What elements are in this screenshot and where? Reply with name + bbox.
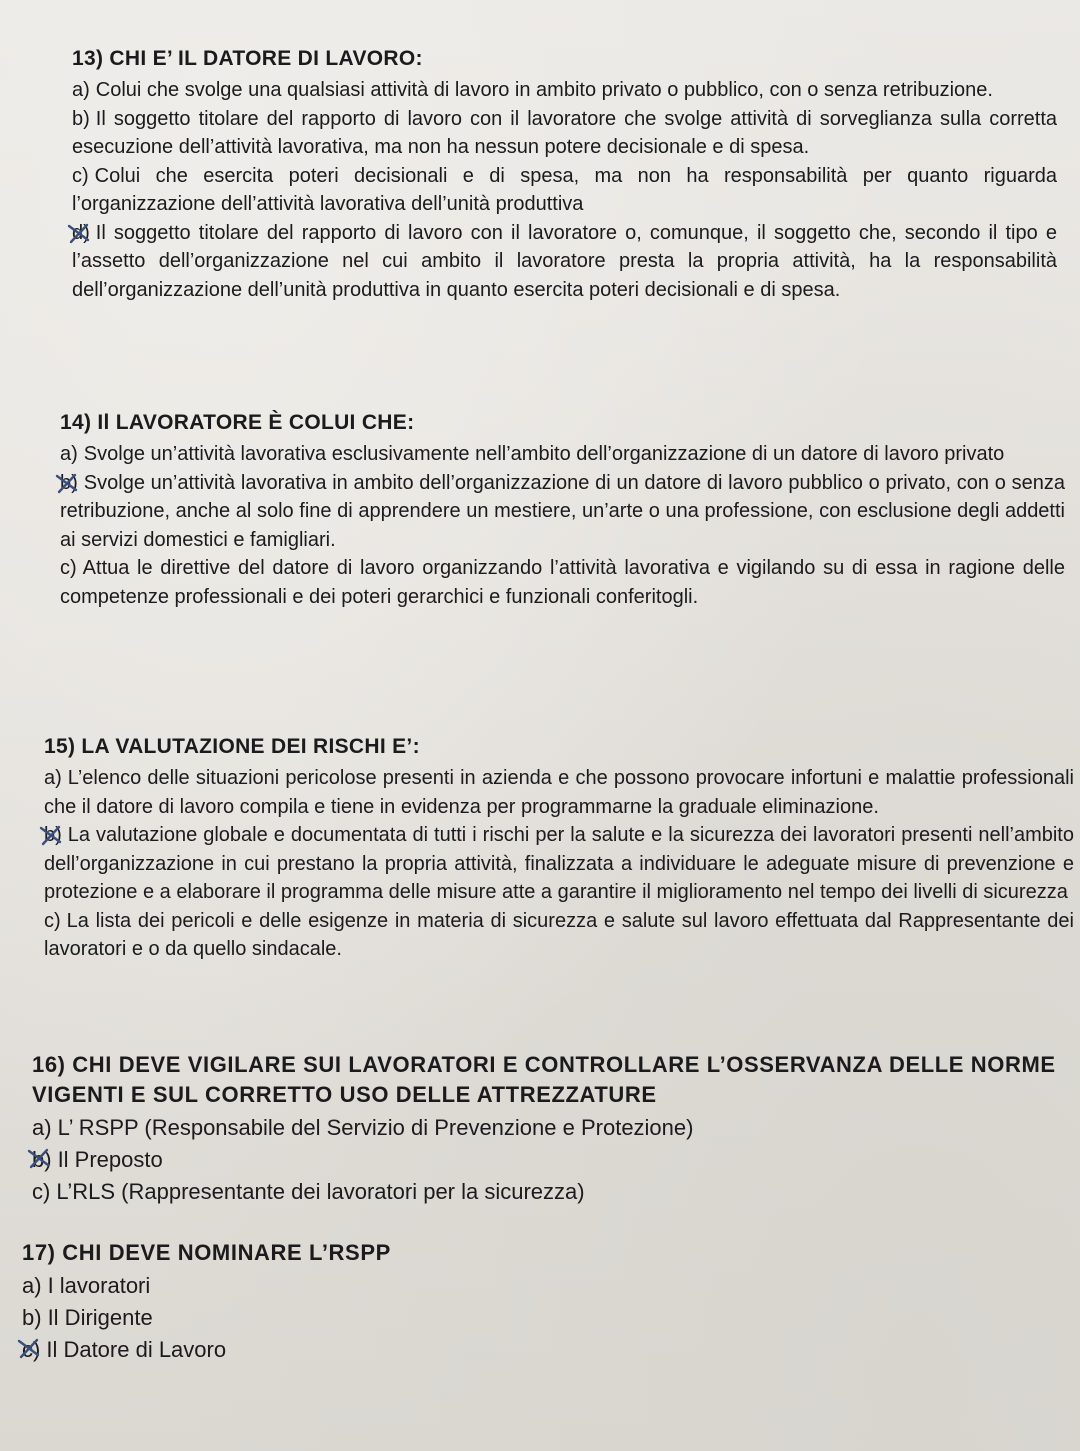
option-text: Colui che esercita poteri decisionali e di spesa, ma non ha responsabilità per quanto riguarda l’organizzazione dell’attività lavorativa dell’unità produttiva [72, 164, 1057, 215]
option-text: L’ RSPP (Responsabile del Servizio di Prevenzione e Protezione) [57, 1115, 694, 1140]
option-b [60, 469, 1065, 555]
option-text: Il Dirigente [47, 1305, 153, 1330]
option-text: Il Preposto [57, 1147, 163, 1172]
option-b [32, 1144, 1072, 1176]
option-c [72, 162, 1057, 219]
question-13 [72, 44, 1057, 304]
option-c [60, 554, 1065, 611]
question-15 [44, 732, 1074, 964]
option-a [72, 76, 1057, 105]
option-text: Il Datore di Lavoro [46, 1337, 227, 1362]
option-letter: c) [32, 1179, 51, 1204]
option-letter: b) [60, 471, 78, 494]
option-letter: d) [72, 221, 90, 244]
option-c [32, 1176, 1072, 1208]
question-title: 15) LA VALUTAZIONE DEI RISCHI E’: [44, 735, 420, 758]
option-letter: b) [44, 824, 62, 846]
option-text: Colui che svolge una qualsiasi attività di lavoro in ambito privato o pubblico, con o senza retribuzione. [95, 79, 993, 101]
option-a [22, 1270, 1062, 1302]
option-text: Svolge un’attività lavorativa in ambito dell’organizzazione di un datore di lavoro pubblico o privato, con o senza retribuzione, anche al solo fine di apprendere un mestiere, un’arte o una professione, con esclusione degli addetti ai servizi domestici e famigliari. [60, 471, 1065, 551]
question-14 [60, 408, 1065, 611]
option-text: La valutazione globale e documentata di tutti i rischi per la salute e la sicurezza dei lavoratori presenti nell’ambito dell’organizzazione in cui prestano la propria attività, finalizzata a individuare le adeguate misure di prevenzione e protezione e a elaborare il programma delle misure atte a garantire il miglioramento nel tempo dei livelli di sicurezza [44, 824, 1074, 903]
option-text: Il soggetto titolare del rapporto di lavoro con il lavoratore che svolge attività di sorveglianza sulla corretta esecuzione dell’attività lavorativa, ma non ha nessun potere decisionale e di spesa. [72, 107, 1057, 158]
option-b [72, 105, 1057, 162]
option-b [44, 821, 1074, 907]
option-d [72, 219, 1057, 305]
option-a [60, 440, 1065, 469]
option-letter: a) [22, 1273, 42, 1298]
question-16 [32, 1050, 1072, 1208]
option-letter: b) [22, 1305, 42, 1330]
option-text: La lista dei pericoli e delle esigenze in materia di sicurezza e salute sul lavoro effettuata dal Rappresentante dei lavoratori e o da quello sindacale. [44, 909, 1074, 960]
option-text: Attua le direttive del datore di lavoro organizzando l’attività lavorativa e vigilando su di essa in ragione delle competenze professionali e dei poteri gerarchici e funzionali conferitogli. [60, 557, 1065, 608]
question-title: 13) CHI E’ IL DATORE DI LAVORO: [72, 47, 423, 70]
option-letter: b) [72, 107, 90, 130]
question-title: 16) CHI DEVE VIGILARE SUI LAVORATORI E CONTROLLARE L’OSSERVANZA DELLE NORME VIGENTI E SUL CORRETTO USO DELLE ATTREZZATURE [32, 1052, 1056, 1107]
question-title: 17) CHI DEVE NOMINARE L’RSPP [22, 1240, 391, 1265]
option-letter: a) [72, 79, 90, 101]
option-letter: a) [44, 767, 62, 789]
question-title: 14) Il LAVORATORE È COLUI CHE: [60, 411, 415, 434]
option-a [32, 1112, 1072, 1144]
option-text: L’RLS (Rappresentante dei lavoratori per la sicurezza) [56, 1179, 585, 1204]
option-letter: c) [44, 909, 61, 932]
option-letter: a) [60, 443, 78, 465]
option-b [22, 1302, 1062, 1334]
option-text: I lavoratori [47, 1273, 151, 1298]
option-letter: c) [60, 557, 77, 579]
option-letter: c) [22, 1337, 41, 1362]
option-letter: b) [32, 1147, 52, 1172]
option-text: Il soggetto titolare del rapporto di lavoro con il lavoratore o, comunque, il soggetto che, secondo il tipo e l’assetto dell’organizzazione nel cui ambito il lavoratore presta la propria attività, ha la responsabilità dell’organizzazione dell’unità produttiva in quanto esercita poteri decisionali e di spesa. [72, 221, 1057, 301]
option-c [44, 907, 1074, 964]
option-letter: a) [32, 1115, 52, 1140]
option-letter: c) [72, 164, 89, 187]
question-17 [22, 1238, 1062, 1366]
option-c [22, 1334, 1062, 1366]
option-text: Svolge un’attività lavorativa esclusivamente nell’ambito dell’organizzazione di un datore di lavoro privato [83, 443, 1005, 465]
option-a [44, 764, 1074, 821]
option-text: L’elenco delle situazioni pericolose presenti in azienda e che possono provocare infortuni e malattie professionali che il datore di lavoro compila e tiene in evidenza per programmarne la graduale eliminazione. [44, 767, 1074, 818]
